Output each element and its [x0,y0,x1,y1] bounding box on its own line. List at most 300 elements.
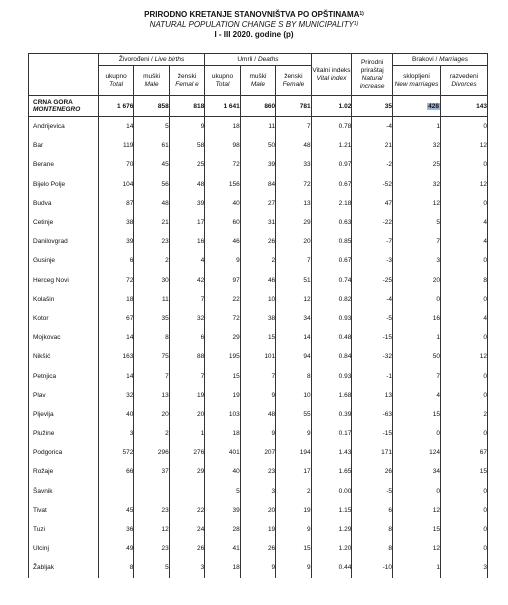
cell: 7 [169,366,204,385]
cell: -63 [352,405,393,424]
cell: 51 [276,271,311,290]
cell: 15 [392,520,440,539]
cell: 13 [352,386,393,405]
cell: 12 [392,539,440,558]
cell: 39 [240,155,275,174]
cell: 19 [205,386,240,405]
cell: 14 [98,366,133,385]
cell: 72 [276,175,311,194]
cell: 26 [240,539,275,558]
cell: 55 [276,405,311,424]
cell: 7 [392,366,440,385]
cell: 0 [440,501,487,520]
cell: 0.44 [311,558,352,577]
cell: 163 [98,347,133,366]
cell: 2.18 [311,194,352,213]
cell: 42 [169,271,204,290]
cell: 0.67 [311,251,352,270]
cell: 35 [352,96,393,117]
cell: 32 [98,386,133,405]
municipality-name: Šavnik [29,482,99,501]
cell: 1 [392,328,440,347]
cell: 46 [205,232,240,251]
table-row [29,424,488,443]
table-row [29,462,488,481]
table-row [29,539,488,558]
cell [169,482,204,501]
cell: 1 641 [205,96,240,117]
cell: 5 [134,117,169,137]
cell: 9 [276,558,311,577]
table-row [29,501,488,520]
cell: 1.02 [311,96,352,117]
cell: 26 [169,539,204,558]
cell: 10 [240,290,275,309]
cell: 0.93 [311,309,352,328]
cell: 103 [205,405,240,424]
cell: 14 [98,117,133,137]
table-row [29,271,488,290]
cell: 5 [205,482,240,501]
cell: 5 [134,558,169,577]
cell: 67 [98,309,133,328]
cell: 16 [169,232,204,251]
table-row [29,117,488,137]
cell: 4 [392,386,440,405]
cell: 6 [98,251,133,270]
cell: 26 [240,232,275,251]
cell: -52 [352,175,393,194]
cell: 88 [169,347,204,366]
cell: -10 [352,558,393,577]
cell: 72 [205,155,240,174]
cell: 8 [276,366,311,385]
title-block [0,10,508,40]
table-row [29,386,488,405]
cell: 20 [169,405,204,424]
cell: 15 [276,539,311,558]
cell: 23 [134,501,169,520]
cell: 1 [169,424,204,443]
cell: 0 [440,290,487,309]
cell: 1.15 [311,501,352,520]
table-row [29,328,488,347]
municipality-name: Kotor [29,309,99,328]
cell: 19 [169,386,204,405]
cell: 48 [240,405,275,424]
municipality-name: Budva [29,194,99,213]
cell: 13 [134,386,169,405]
deaths-male-header: muški Male [240,66,275,96]
cell: 12 [276,290,311,309]
cell: 4 [169,251,204,270]
cell: 26 [352,462,393,481]
cell: 2 [276,482,311,501]
cell: 32 [392,136,440,155]
cell: 30 [134,271,169,290]
cell: 14 [276,328,311,347]
cell: 2 [134,424,169,443]
cell [392,96,440,117]
cell: 12 [392,501,440,520]
cell: 8 [440,271,487,290]
cell: 17 [276,462,311,481]
cell: 0 [440,482,487,501]
cell: 572 [98,443,133,462]
cell: 207 [240,443,275,462]
cell: 38 [98,213,133,232]
cell: 15 [392,405,440,424]
cell: 2 [440,405,487,424]
table-row [29,175,488,194]
cell: 1.68 [311,386,352,405]
municipality-name: Berane [29,155,99,174]
cell: 97 [205,271,240,290]
cell: 40 [98,405,133,424]
cell: 781 [276,96,311,117]
cell: 101 [240,347,275,366]
cell: 18 [205,117,240,137]
municipality-name: Kolašin [29,290,99,309]
cell: 14 [98,328,133,347]
cell: 3 [392,251,440,270]
cell: -1 [352,366,393,385]
cell: 13 [276,194,311,213]
cell: 1.21 [311,136,352,155]
cell: 37 [134,462,169,481]
cell: 156 [205,175,240,194]
cell: 1.20 [311,539,352,558]
cell: 860 [240,96,275,117]
cell: -5 [352,482,393,501]
births-male-header: muški Male [134,66,169,96]
cell: 0 [440,328,487,347]
table-header [29,54,488,96]
title-main: PRIRODNO KRETANJE STANOVNIŠTVA PO OPŠTINAMA$^{1)}$ [144,10,364,19]
cell: 15 [240,328,275,347]
cell: 12 [134,520,169,539]
cell: 16 [392,309,440,328]
cell: -7 [352,232,393,251]
cell: 0.63 [311,213,352,232]
cell: 171 [352,443,393,462]
cell: 0.00 [311,482,352,501]
cell: 8 [352,539,393,558]
cell: 0 [392,290,440,309]
cell: 17 [169,213,204,232]
cell: 0 [440,520,487,539]
cell: 4 [440,213,487,232]
cell: 11 [240,117,275,137]
divorces-header: razvedeni Divorces [440,66,487,96]
new-marriages-header: sklopljeni New marriages [392,66,440,96]
municipality-name: Podgorica [29,443,99,462]
cell: 194 [276,443,311,462]
table-row [29,347,488,366]
cell: -15 [352,328,393,347]
cell: 3 [169,558,204,577]
deaths-total-header: ukupno Total [205,66,240,96]
cell: 15 [440,462,487,481]
cell: 15 [205,366,240,385]
cell [98,482,133,501]
cell: 39 [205,501,240,520]
cell: 84 [240,175,275,194]
cell: 3 [240,482,275,501]
cell: 56 [134,175,169,194]
table-row [29,309,488,328]
cell: 33 [276,155,311,174]
cell: 0 [440,386,487,405]
cell: 401 [205,443,240,462]
cell: 0.39 [311,405,352,424]
cell: -15 [352,424,393,443]
cell: 28 [205,520,240,539]
cell: 70 [98,155,133,174]
table-row [29,290,488,309]
cell: 7 [276,117,311,137]
cell: 1 676 [98,96,133,117]
municipality-name: Gusinje [29,251,99,270]
cell: 8 [352,520,393,539]
cell: 0.17 [311,424,352,443]
title-english: NATURAL POPULATION CHANGE S BY MUNICIPALITY$^{1)}$ [149,20,359,29]
cell: 4 [440,309,487,328]
cell: 0 [440,424,487,443]
cell: 20 [134,405,169,424]
cell: 0.48 [311,328,352,347]
table-row-total [29,96,488,117]
cell: 27 [240,194,275,213]
cell: 1.43 [311,443,352,462]
table-row [29,366,488,385]
cell: 18 [205,558,240,577]
cell: 32 [392,175,440,194]
population-change-table [28,53,488,578]
cell: 276 [169,443,204,462]
table-row [29,194,488,213]
cell: -5 [352,309,393,328]
cell: 858 [134,96,169,117]
cell: 49 [98,539,133,558]
cell: 143 [440,96,487,117]
table-row [29,155,488,174]
cell: 60 [205,213,240,232]
cell: 22 [205,290,240,309]
cell: 10 [276,386,311,405]
cell: 50 [392,347,440,366]
cell: 67 [440,443,487,462]
cell: 66 [98,462,133,481]
cell: 0.84 [311,347,352,366]
cell: 7 [392,232,440,251]
table-row [29,520,488,539]
cell: 0 [440,117,487,137]
cell: 0.78 [311,117,352,137]
cell: 1 [392,558,440,577]
municipality-name: Ulcinj [29,539,99,558]
cell: 0 [392,424,440,443]
cell: 23 [134,232,169,251]
cell: 0.74 [311,271,352,290]
cell: 0 [440,194,487,213]
municipality-name: Bar [29,136,99,155]
live-births-header: Živorođeni / Live births [98,54,204,66]
cell: 9 [205,251,240,270]
title-period: I - III 2020. godine (p) [214,30,294,39]
cell: 0 [440,539,487,558]
cell: 9 [240,558,275,577]
cell: 8 [98,558,133,577]
cell: 22 [169,501,204,520]
cell: 87 [98,194,133,213]
cell: 45 [134,155,169,174]
cell: 20 [240,501,275,520]
cell: -25 [352,271,393,290]
table-row [29,136,488,155]
municipality-name: Petnjica [29,366,99,385]
municipality-header [29,54,99,96]
cell: 6 [352,501,393,520]
births-female-header: ženski Femal e [169,66,204,96]
municipality-name: Herceg Novi [29,271,99,290]
cell: -2 [352,155,393,174]
table-body [29,96,488,578]
cell: 7 [276,251,311,270]
cell: 50 [240,136,275,155]
table-row [29,213,488,232]
cell: 29 [276,213,311,232]
cell: 46 [240,271,275,290]
cell: 296 [134,443,169,462]
cell: 12 [392,194,440,213]
cell: 0 [440,251,487,270]
cell: 3 [98,424,133,443]
municipality-name: Plužine [29,424,99,443]
municipality-name: Danilovgrad [29,232,99,251]
cell: 25 [392,155,440,174]
cell: 36 [98,520,133,539]
municipality-name: Plav [29,386,99,405]
cell: 9 [240,424,275,443]
cell: 20 [276,232,311,251]
cell: 9 [240,386,275,405]
cell: 12 [440,136,487,155]
cell: 18 [205,424,240,443]
cell: 0 [440,366,487,385]
table-row [29,558,488,577]
cell: 47 [352,194,393,213]
cell: 39 [98,232,133,251]
cell: 1.65 [311,462,352,481]
cell: 20 [392,271,440,290]
table-row [29,443,488,462]
natural-increase-header: Prirodni priraštaj Natural increase [352,54,393,96]
cell: 4 [440,232,487,251]
vital-index-header: Vitalni indeks Vital index [311,54,352,96]
table-row [29,232,488,251]
deaths-header: Umrli / Deaths [205,54,311,66]
table-row [29,251,488,270]
cell: 35 [134,309,169,328]
deaths-female-header: ženski Female [276,66,311,96]
cell: 25 [169,155,204,174]
cell: 9 [276,520,311,539]
cell: 48 [276,136,311,155]
cell: 18 [98,290,133,309]
cell: 0.85 [311,232,352,251]
cell: 98 [205,136,240,155]
municipality-name: Pljevlja [29,405,99,424]
cell: 21 [134,213,169,232]
municipality-name: Andrijevica [29,117,99,137]
municipality-name: Mojkovac [29,328,99,347]
cell [134,482,169,501]
cell: -22 [352,213,393,232]
municipality-name: Cetinje [29,213,99,232]
cell: 94 [276,347,311,366]
cell: 7 [169,290,204,309]
cell: 48 [169,175,204,194]
cell: 7 [240,366,275,385]
cell: 0 [392,482,440,501]
cell: 29 [169,462,204,481]
cell: 818 [169,96,204,117]
table-row [29,405,488,424]
cell: 104 [98,175,133,194]
municipality-name: Nikšić [29,347,99,366]
table-row [29,482,488,501]
cell: 41 [205,539,240,558]
cell: 38 [240,309,275,328]
cell: 2 [134,251,169,270]
cell: 72 [98,271,133,290]
cell: 8 [134,328,169,347]
cell: 9 [276,424,311,443]
total-row-label: CRNA GORA MONTENEGRO [29,96,99,117]
cell: 72 [205,309,240,328]
cell: 40 [205,462,240,481]
cell: 61 [134,136,169,155]
municipality-name: Rožaje [29,462,99,481]
cell: 24 [169,520,204,539]
cell: 48 [134,194,169,213]
cell: 29 [205,328,240,347]
selected-text-highlight[interactable]: 428 [428,102,439,110]
cell: 32 [169,309,204,328]
cell: 45 [98,501,133,520]
cell: 195 [205,347,240,366]
cell: 9 [169,117,204,137]
cell: 34 [276,309,311,328]
municipality-name: Tuzi [29,520,99,539]
cell: -32 [352,347,393,366]
births-total-header: ukupno Total [98,66,133,96]
municipality-name: Tivat [29,501,99,520]
cell: 23 [240,462,275,481]
cell: 0.97 [311,155,352,174]
cell: 19 [240,520,275,539]
cell: 5 [392,213,440,232]
cell: 119 [98,136,133,155]
cell: 1.29 [311,520,352,539]
cell: -3 [352,251,393,270]
cell: 58 [169,136,204,155]
cell: -4 [352,290,393,309]
cell: 12 [440,347,487,366]
cell: 39 [169,194,204,213]
marriages-header: Brakovi / Marriages [392,54,487,66]
